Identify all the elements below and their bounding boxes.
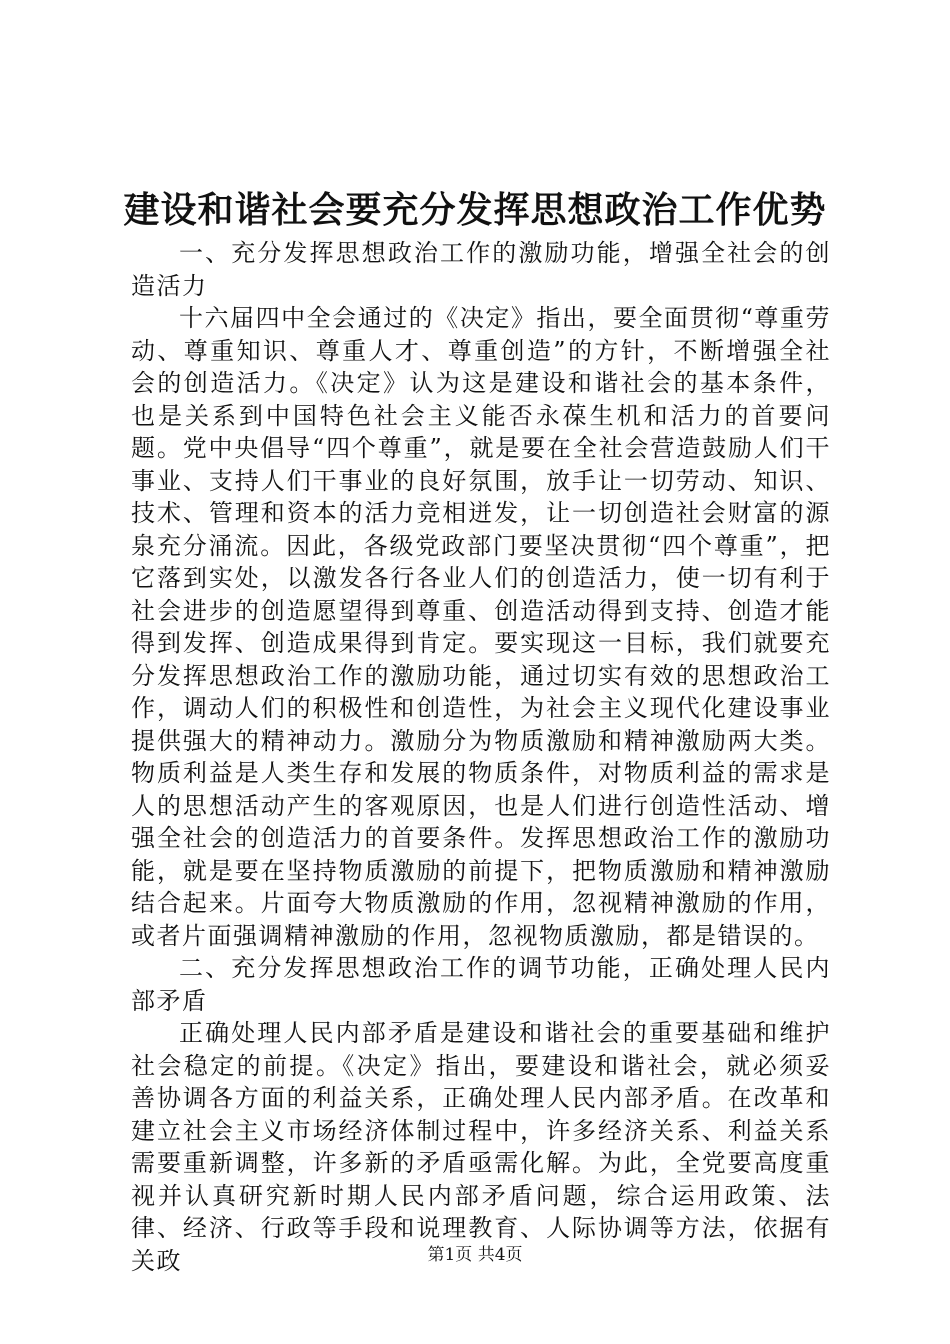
section-heading-2: 二、充分发挥思想政治工作的调节功能，正确处理人民内部矛盾 bbox=[131, 954, 831, 1015]
document-title: 建设和谐社会要充分发挥思想政治工作优势 bbox=[123, 189, 827, 231]
section-heading-1: 一、充分发挥思想政治工作的激励功能，增强全社会的创造活力 bbox=[131, 239, 831, 300]
document-body bbox=[131, 237, 831, 1277]
paragraph: 正确处理人民内部矛盾是建设和谐社会的重要基础和维护社会稳定的前提。《决定》指出，要建设和谐社会，就必须妥善协调各方面的利益关系，正确处理人民内部矛盾。在改革和建立社会主义市场经济体制过程中，许多经济关系、利益关系需要重新调整，许多新的矛盾亟需化解。为此，全党要高度重视并认真研究新时期人民内部矛盾问题，综合运用政策、法律、经济、行政等手段和说理教育、人际协调等方法，依据有关政 bbox=[131, 1019, 831, 1275]
paragraph: 十六届四中全会通过的《决定》指出，要全面贯彻“尊重劳动、尊重知识、尊重人才、尊重创造”的方针，不断增强全社会的创造活力。《决定》认为这是建设和谐社会的基本条件，也是关系到中国特色社会主义能否永葆生机和活力的首要问题。党中央倡导“四个尊重”，就是要在全社会营造鼓励人们干事业、支持人们干事业的良好氛围，放手让一切劳动、知识、技术、管理和资本的活力竞相迸发，让一切创造社会财富的源泉充分涌流。因此，各级党政部门要坚决贯彻“四个尊重”，把它落到实处，以激发各行各业人们的创造活力，使一切有利于社会进步的创造愿望得到尊重、创造活动得到支持、创造才能得到发挥、创造成果得到肯定。要实现这一目标，我们就要充分发挥思想政治工作的激励功能，通过切实有效的思想政治工作，调动人们的积极性和创造性，为社会主义现代化建设事业提供强大的精神动力。激励分为物质激励和精神激励两大类。物质利益是人类生存和发展的物质条件，对物质利益的需求是人的思想活动产生的客观原因，也是人们进行创造性活动、增强全社会的创造活力的首要条件。发挥思想政治工作的激励功能，就是要在坚持物质激励的前提下，把物质激励和精神激励结合起来。片面夸大物质激励的作用，忽视精神激励的作用，或者片面强调精神激励的作用，忽视物质激励，都是错误的。 bbox=[131, 304, 831, 950]
page-footer: 第1页 共4页 bbox=[427, 1245, 523, 1265]
